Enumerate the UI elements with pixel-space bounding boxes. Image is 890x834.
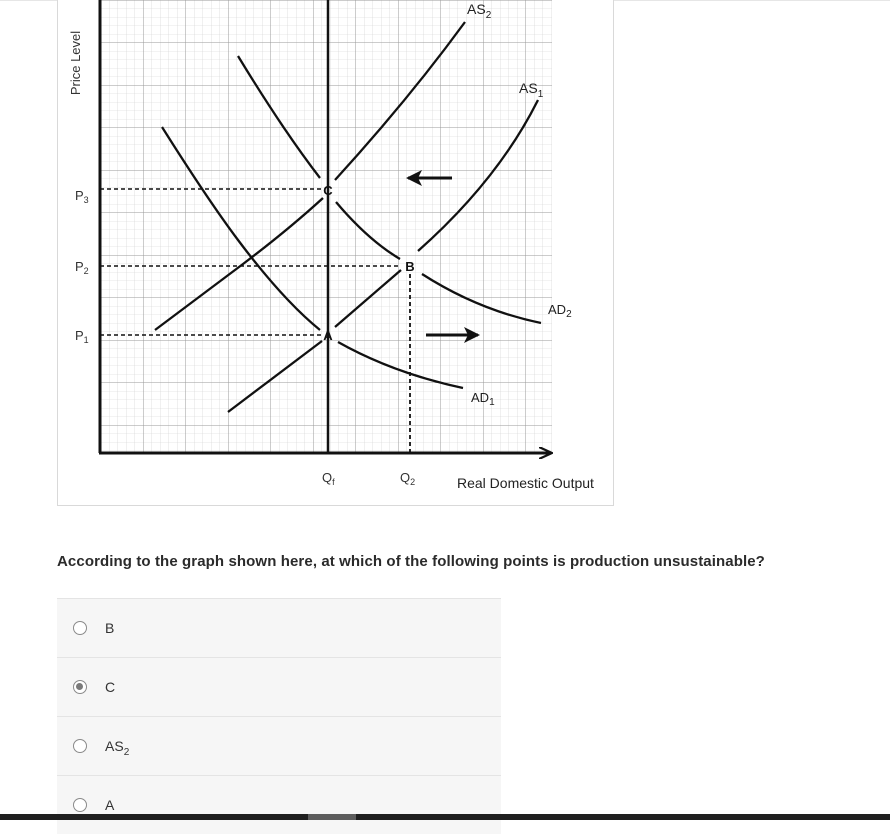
radio-button[interactable]: [73, 621, 87, 635]
economics-graph: [57, 0, 614, 506]
option-a[interactable]: [57, 775, 501, 834]
graph-canvas: [58, 0, 615, 507]
option-c[interactable]: [57, 657, 501, 716]
as2-label: $AS_2$: [467, 1, 492, 21]
option-label: A: [105, 797, 115, 813]
option-label: C: [105, 679, 116, 695]
radio-button-selected[interactable]: [73, 680, 87, 694]
q2-label: $Q_2$: [400, 470, 416, 487]
radio-button[interactable]: [73, 798, 87, 812]
question-text: According to the graph shown here, at which of the following points is production unsustainable?: [57, 553, 765, 570]
ad2-label: $AD_2$: [548, 302, 572, 320]
answer-options: [57, 598, 501, 834]
grid: [100, 0, 552, 452]
ad1-label: $AD_1$: [471, 390, 495, 408]
y-axis-title: Price Level: [68, 30, 83, 96]
p2-label: $P_2$: [75, 259, 89, 276]
option-as2[interactable]: [57, 716, 501, 775]
x-axis-title: Real Domestic Output: [457, 475, 594, 491]
p3-label: $P_3$: [75, 188, 89, 205]
qf-label: $Q_f$: [322, 470, 335, 487]
bottom-scroll-thumb[interactable]: [308, 814, 356, 820]
option-label: $AS_2$: [105, 738, 130, 758]
option-label: B: [105, 620, 115, 636]
point-b-label: B: [405, 259, 415, 274]
as1-label: $AS_1$: [519, 80, 544, 100]
p1-label: $P_1$: [75, 328, 89, 345]
radio-button[interactable]: [73, 739, 87, 753]
bottom-scroll-bar[interactable]: [0, 814, 890, 820]
point-a-label: A: [323, 328, 333, 343]
option-b[interactable]: [57, 598, 501, 657]
point-c-label: C: [323, 183, 333, 198]
